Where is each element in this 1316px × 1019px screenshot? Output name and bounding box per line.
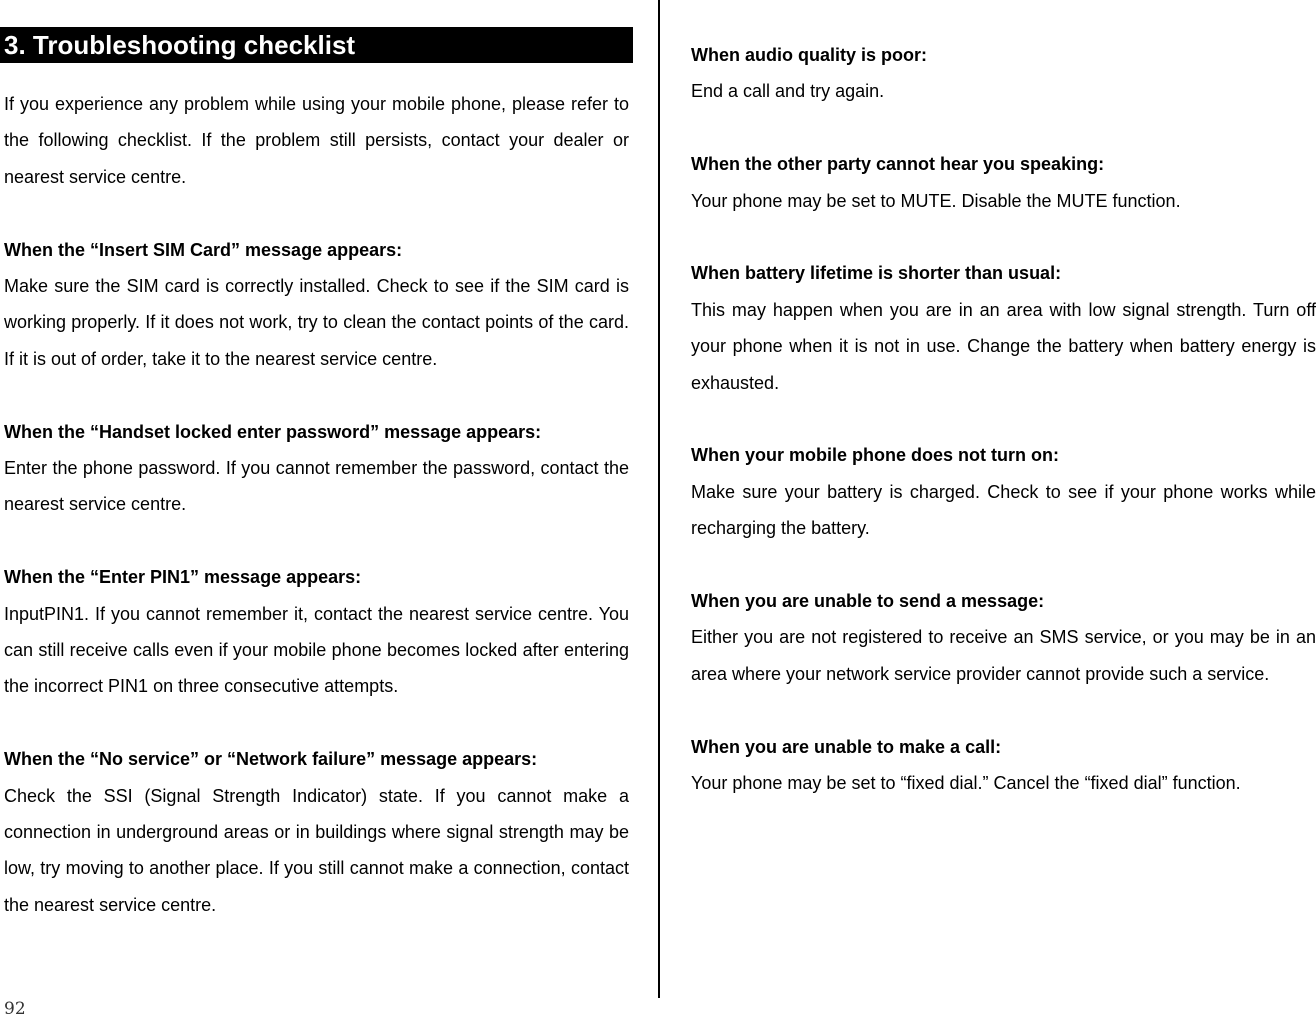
- checklist-heading: When you are unable to send a message:: [691, 591, 1045, 612]
- checklist-item-audio-quality: [691, 37, 1316, 110]
- checklist-body: Enter the phone password. If you cannot remember the password, contact the nearest service centre.: [4, 458, 629, 515]
- checklist-body: Your phone may be set to “fixed dial.” Cancel the “fixed dial” function.: [691, 773, 1241, 794]
- page-number: 92: [4, 999, 26, 1019]
- checklist-heading: When the “No service” or “Network failure” message appears:: [4, 749, 538, 770]
- checklist-body: InputPIN1. If you cannot remember it, contact the nearest service centre. You can still receive calls even if your mobile phone becomes locked after entering the incorrect PIN1 on three consecutive attempts.: [4, 603, 629, 697]
- left-column: [4, 86, 629, 923]
- checklist-item-no-service: [4, 741, 629, 923]
- checklist-item-make-call: [691, 729, 1316, 802]
- checklist-body: Your phone may be set to MUTE. Disable the MUTE function.: [691, 190, 1181, 211]
- checklist-heading: When the “Enter PIN1” message appears:: [4, 567, 362, 588]
- column-divider: [658, 0, 660, 998]
- checklist-body: End a call and try again.: [691, 81, 885, 102]
- checklist-item-cannot-hear: [691, 146, 1316, 219]
- checklist-heading: When battery lifetime is shorter than usual:: [691, 263, 1062, 284]
- checklist-heading: When the “Insert SIM Card” message appears:: [4, 239, 403, 260]
- checklist-item-no-power-on: [691, 437, 1316, 546]
- checklist-body: Check the SSI (Signal Strength Indicator) state. If you cannot make a connection in underground areas or in buildings where signal strength may be low, try moving to another place. If you still cannot make a connection, contact the nearest service centre.: [4, 785, 629, 915]
- intro-paragraph: If you experience any problem while using your mobile phone, please refer to the following checklist. If the problem still persists, contact your dealer or nearest service centre.: [4, 94, 629, 187]
- checklist-item-insert-sim: [4, 232, 629, 378]
- checklist-heading: When the other party cannot hear you speaking:: [691, 154, 1105, 175]
- checklist-body: Make sure the SIM card is correctly installed. Check to see if the SIM card is working properly. If it does not work, try to clean the contact points of the card. If it is out of order, take it to the nearest service centre.: [4, 276, 629, 369]
- checklist-heading: When audio quality is poor:: [691, 45, 927, 65]
- intro-block: [4, 86, 629, 195]
- checklist-heading: When the “Handset locked enter password” message appears:: [4, 421, 542, 442]
- checklist-item-send-message: [691, 583, 1316, 692]
- checklist-body: Make sure your battery is charged. Check to see if your phone works while recharging the battery.: [691, 481, 1316, 539]
- checklist-body: Either you are not registered to receive an SMS service, or you may be in an area where your network service provider cannot provide such a service.: [691, 627, 1316, 684]
- checklist-item-enter-pin1: [4, 559, 629, 705]
- checklist-item-handset-locked: [4, 414, 629, 523]
- right-column: [691, 37, 1316, 801]
- checklist-body: This may happen when you are in an area with low signal strength. Turn off your phone when it is not in use. Change the battery when battery energy is exhausted.: [691, 299, 1316, 393]
- section-title: 3. Troubleshooting checklist: [0, 27, 633, 63]
- checklist-item-battery-lifetime: [691, 255, 1316, 401]
- checklist-heading: When you are unable to make a call:: [691, 736, 1002, 757]
- checklist-heading: When your mobile phone does not turn on:: [691, 445, 1059, 466]
